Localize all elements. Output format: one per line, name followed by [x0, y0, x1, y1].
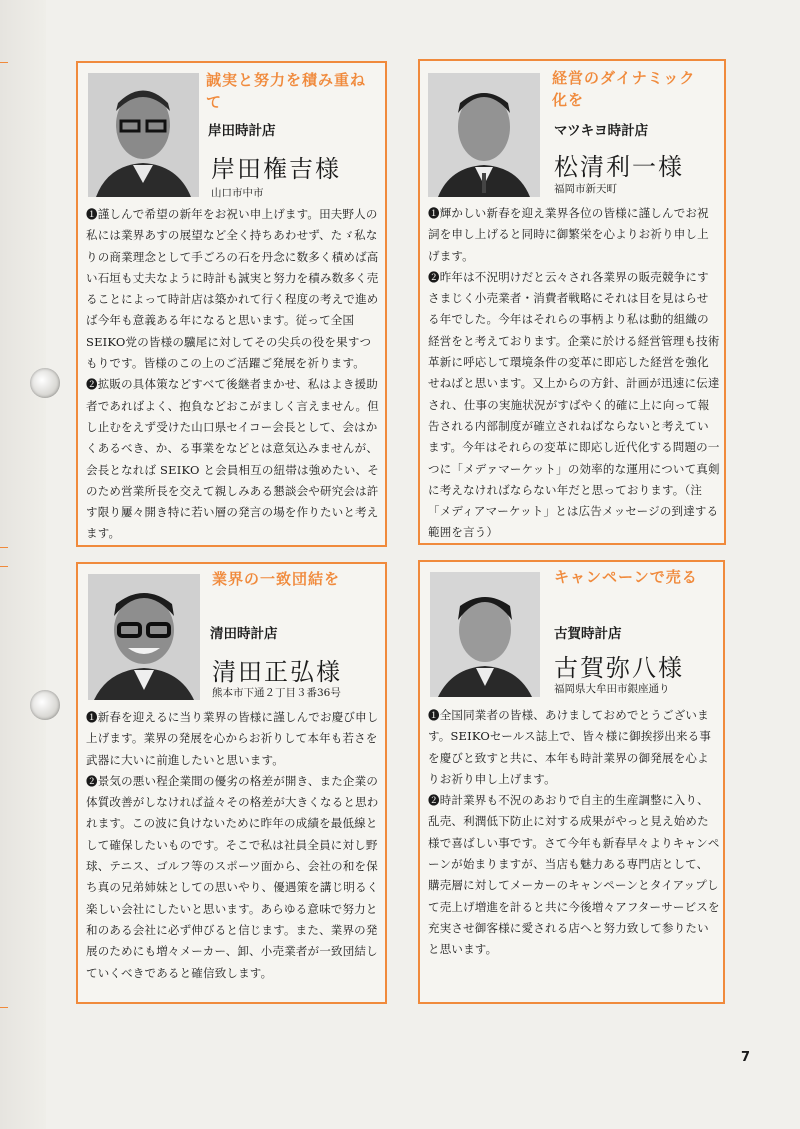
paragraph-1: ❶輝かしい新春を迎え業界各位の皆様に謹しんでお祝詞を申し上げると同時に御繁栄を心よりお祈り申し上げます。	[428, 206, 709, 263]
person-name: 松清利一様	[554, 153, 684, 181]
portrait-person-icon	[430, 572, 540, 697]
portrait-photo	[428, 73, 540, 197]
paragraph-2: ❷景気の悪い程企業間の優劣の格差が開き、また企業の体質改善がしなければ益々その格差が大きくなると思われます。この波に負けないために昨年の成績を最低線として確保したいものです。そこで私は社員全員に対し野球、テニス、ゴルフ等のスポーツ面から、会社の和を保ち真の兄弟姉妹としての思いやり、優遇策を講じ明るく楽しい会社にしたいと思います。あらゆる意味で努力と和のある会社に必ず伸びると信じます。また、業界の発展のためにも増々メーカー、卸、小売業者が一致団結していくべきであると確信致します。	[86, 773, 379, 980]
store-name: マツキヨ時計店	[554, 123, 649, 139]
article-card-matsukiyo	[418, 59, 726, 545]
paragraph-1: ❶謹しんで希望の新年をお祝い申上げます。田夫野人の私には業界あすの展望など全く持ちあわせず、たゞ私なりの商業理念として手ごろの石を丹念に数多く積めば高い石垣も丈夫なように時計も誠実と努力を積み数多く売ることによって時計店は築かれて行く程度の考えで進めば今年も意義ある年になると思います。従って全国SEIKO党の皆様の驥尾に対してその尖兵の役を果すつもりです。皆様のこの上のご活躍ご発展を祈ります。	[86, 207, 379, 371]
article-body	[86, 204, 380, 545]
article-card-kishida	[76, 61, 387, 547]
store-address: 山口市中市	[211, 187, 264, 199]
portrait-photo	[430, 572, 540, 697]
person-name: 岸田権吉様	[211, 155, 341, 183]
page-number: 7	[741, 1050, 751, 1065]
left-border-strip-bottom	[0, 566, 8, 1008]
article-body	[428, 203, 720, 544]
person-name: 清田正弘様	[212, 658, 342, 686]
article-headline: 誠実と努力を積み重ね て	[206, 71, 367, 111]
article-card-kiyota	[76, 562, 387, 1004]
article-headline: 経営のダイナミック 化を	[552, 69, 696, 109]
store-address: 熊本市下通２丁目３番36号	[212, 687, 341, 699]
paragraph-1: ❶新春を迎えるに当り業界の皆様に謹しんでお慶び申し上げます。業界の発展を心からお祈りして本年も若さを武器に大いに前進したいと思います。	[86, 710, 379, 767]
store-name: 古賀時計店	[554, 626, 622, 642]
store-name: 清田時計店	[210, 626, 278, 642]
portrait-person-icon	[428, 73, 540, 197]
store-address: 福岡県大牟田市銀座通り	[554, 683, 670, 695]
paragraph-2: ❷時計業界も不況のあおりで自主的生産調整に入り、乱売、利潤低下防止に対する成果がやっと見え始めた様で喜ばしい事です。さて今年も新春早々よりキャンペーンが始まりますが、当店も魅力ある専門店として、購売層に対してメーカーのキャンペーンとタイアップして売上げ増進を計ると共に今後増々アフターサービスを充実させ御客様に愛される店へと努力致して参りたいと思います。	[428, 793, 720, 957]
binder-hole-top	[30, 368, 60, 398]
article-body	[428, 705, 720, 961]
paragraph-2: ❷拡販の具体策などすべて後継者まかせ、私はよき援助者であればよく、抱負などおこがましく言えません。但し止むをえず受けた山口県セイコー会長として、会はかくあるべき、か、る事業をなどとは意気込みませんが、会長となれば SEIKO と会員相互の紐帯は強めたい、そのため営業所長を交えて親しみある懇談会や研究会は許す限り屢々開き特に若い層の発言の場を作りたいと考えます。	[86, 377, 379, 541]
article-headline: 業界の一致団結を	[212, 570, 341, 588]
paragraph-2: ❷昨年は不況明けだと云々され各業界の販売競争にすさまじく小売業者・消費者戦略にそれは目を見はらせる年でした。今年はそれらの事柄より私は動的組織の経営をと考えております。企業に於ける経営管理も技術革新に呼応して環境条件の変革に即応した経営を強化せねばと思います。又上からの方針、計画が迅速に伝達され、仕事の実施状況がすばやく的確に上に向って報告される内部制度が確立されねばならないと考えています。今年はそれらの変革に即応し近代化する問題の一つに「メデァマーケット」の効率的な運用について真剣に考えなければならない年だと思っております。（注「メディアマーケット」とは広告メッセージの到達する範囲を言う）	[428, 269, 720, 540]
portrait-person-icon	[88, 73, 199, 197]
binder-hole-bottom	[30, 690, 60, 720]
portrait-photo	[88, 574, 200, 700]
portrait-person-icon	[88, 574, 200, 700]
left-border-strip-top	[0, 62, 8, 548]
store-name: 岸田時計店	[208, 123, 276, 139]
article-body	[86, 707, 382, 984]
portrait-photo	[88, 73, 199, 197]
article-headline: キャンペーンで売る	[554, 568, 698, 586]
person-name: 古賀弥八様	[554, 654, 684, 682]
store-address: 福岡市新天町	[554, 183, 617, 195]
paragraph-1: ❶全国同業者の皆様、あけましておめでとうございます。SEIKOセールス誌上で、皆々様に御挨拶出来る事を慶びと致すと共に、本年も時計業界の御発展を心よりお祈り申し上げます。	[428, 708, 712, 786]
article-card-koga	[418, 560, 725, 1004]
